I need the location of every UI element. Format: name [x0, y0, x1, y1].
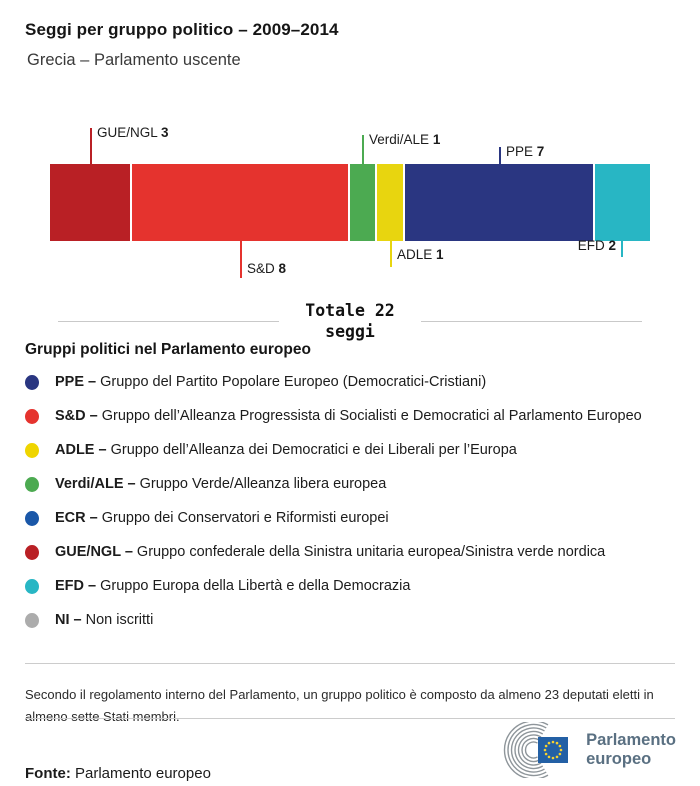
- legend-label: [55, 544, 605, 560]
- legend-dot-efd: [25, 579, 39, 594]
- group-name: Verdi/ALE: [369, 132, 430, 147]
- stacked-bar: [50, 164, 650, 241]
- divider-top: [25, 663, 675, 664]
- legend-abbr: ECR –: [55, 510, 98, 526]
- total-row: [0, 301, 700, 342]
- bar-segment-s-d: [132, 164, 350, 241]
- logo-wordmark: [586, 731, 676, 769]
- source: [25, 765, 211, 782]
- callout-line-s-d: [240, 241, 242, 278]
- group-seats: 7: [536, 144, 545, 159]
- callout-label-ppe: [506, 144, 544, 159]
- group-seats: 1: [436, 247, 444, 262]
- legend-abbr: Verdi/ALE –: [55, 476, 136, 492]
- legend-item-adle: [25, 433, 642, 467]
- legend-label: [55, 442, 517, 458]
- page-subtitle: Grecia – Parlamento uscente: [27, 51, 241, 69]
- ep-logo: [492, 722, 676, 778]
- legend-abbr: NI –: [55, 612, 82, 628]
- logo-line-1: Parlamento: [586, 731, 676, 750]
- legend-abbr: EFD –: [55, 578, 97, 594]
- legend-abbr: ADLE –: [55, 442, 107, 458]
- legend: [25, 365, 642, 637]
- callout-line-adle: [390, 241, 392, 267]
- legend-label: [55, 578, 410, 594]
- divider-bottom: [25, 718, 675, 719]
- legend-dot-adle: [25, 443, 39, 458]
- footnote: Secondo il regolamento interno del Parlamento, un gruppo politico è composto da almeno 23 deputati eletti in almeno sette Stati membri.: [25, 687, 654, 725]
- legend-item-ppe: [25, 365, 642, 399]
- legend-label: [55, 510, 389, 526]
- legend-label: [55, 408, 642, 424]
- legend-label: [55, 476, 386, 492]
- legend-item-gue-ngl: [25, 535, 642, 569]
- legend-name: Gruppo del Partito Popolare Europeo (Democratici-Cristiani): [100, 374, 487, 390]
- legend-name: Gruppo confederale della Sinistra unitaria europea/Sinistra verde nordica: [136, 544, 606, 560]
- legend-dot-ni: [25, 613, 39, 628]
- group-seats: 8: [278, 261, 287, 276]
- source-label: Fonte:: [25, 765, 71, 782]
- legend-dot-s-d: [25, 409, 39, 424]
- group-seats: 3: [161, 125, 169, 140]
- legend-abbr: S&D –: [55, 408, 98, 424]
- callout-line-ppe: [499, 147, 501, 164]
- total-label: [305, 301, 394, 342]
- group-name: GUE/NGL: [97, 125, 158, 140]
- callout-line-verdi-ale: [362, 135, 364, 164]
- legend-dot-gue-ngl: [25, 545, 39, 560]
- hemicycle-icon: [492, 722, 578, 778]
- callout-label-gue-ngl: [97, 125, 169, 140]
- legend-name: Gruppo Verde/Alleanza libera europea: [139, 476, 387, 492]
- legend-label: [55, 374, 486, 390]
- seats-chart: [0, 120, 700, 292]
- bar-segment-gue-ngl: [50, 164, 132, 241]
- callout-label-verdi-ale: [369, 132, 440, 147]
- group-name: PPE: [506, 144, 534, 159]
- callout-label-adle: [397, 247, 444, 262]
- total-rule-right: [421, 321, 642, 322]
- group-name: ADLE: [397, 247, 433, 262]
- legend-name: Gruppo dei Conservatori e Riformisti europei: [101, 510, 389, 526]
- source-value: Parlamento europeo: [75, 765, 211, 782]
- legend-heading: Gruppi politici nel Parlamento europeo: [25, 341, 311, 358]
- legend-name: Gruppo dell’Alleanza dei Democratici e dei Liberali per l’Europa: [110, 442, 517, 458]
- total-rule-left: [58, 321, 279, 322]
- group-name: S&D: [247, 261, 275, 276]
- group-seats: 2: [608, 238, 616, 253]
- legend-item-ecr: [25, 501, 642, 535]
- group-name: EFD: [577, 238, 605, 253]
- legend-dot-ppe: [25, 375, 39, 390]
- legend-abbr: GUE/NGL –: [55, 544, 133, 560]
- legend-dot-ecr: [25, 511, 39, 526]
- legend-item-s-d: [25, 399, 642, 433]
- legend-abbr: PPE –: [55, 374, 97, 390]
- legend-dot-verdi-ale: [25, 477, 39, 492]
- bar-segment-verdi-ale: [350, 164, 377, 241]
- bar-segment-ppe: [405, 164, 596, 241]
- callout-line-efd: [621, 241, 623, 257]
- legend-label: [55, 612, 153, 628]
- group-seats: 1: [432, 132, 441, 147]
- callout-label-s-d: [247, 261, 286, 276]
- callout-label-efd: [578, 238, 616, 253]
- legend-item-ni: [25, 603, 642, 637]
- legend-name: Gruppo Europa della Libertà e della Democrazia: [100, 578, 411, 594]
- logo-line-2: europeo: [586, 750, 652, 768]
- bar-segment-efd: [595, 164, 650, 241]
- total-line-1: Totale 22: [305, 301, 395, 320]
- page-title: Seggi per gruppo politico – 2009–2014: [25, 20, 339, 39]
- legend-name: Non iscritti: [85, 612, 154, 628]
- legend-item-efd: [25, 569, 642, 603]
- callout-line-gue-ngl: [90, 128, 92, 164]
- bar-segment-adle: [377, 164, 404, 241]
- legend-name: Gruppo dell’Alleanza Progressista di Socialisti e Democratici al Parlamento Europeo: [101, 408, 642, 424]
- legend-item-verdi-ale: [25, 467, 642, 501]
- total-line-2: seggi: [325, 321, 375, 341]
